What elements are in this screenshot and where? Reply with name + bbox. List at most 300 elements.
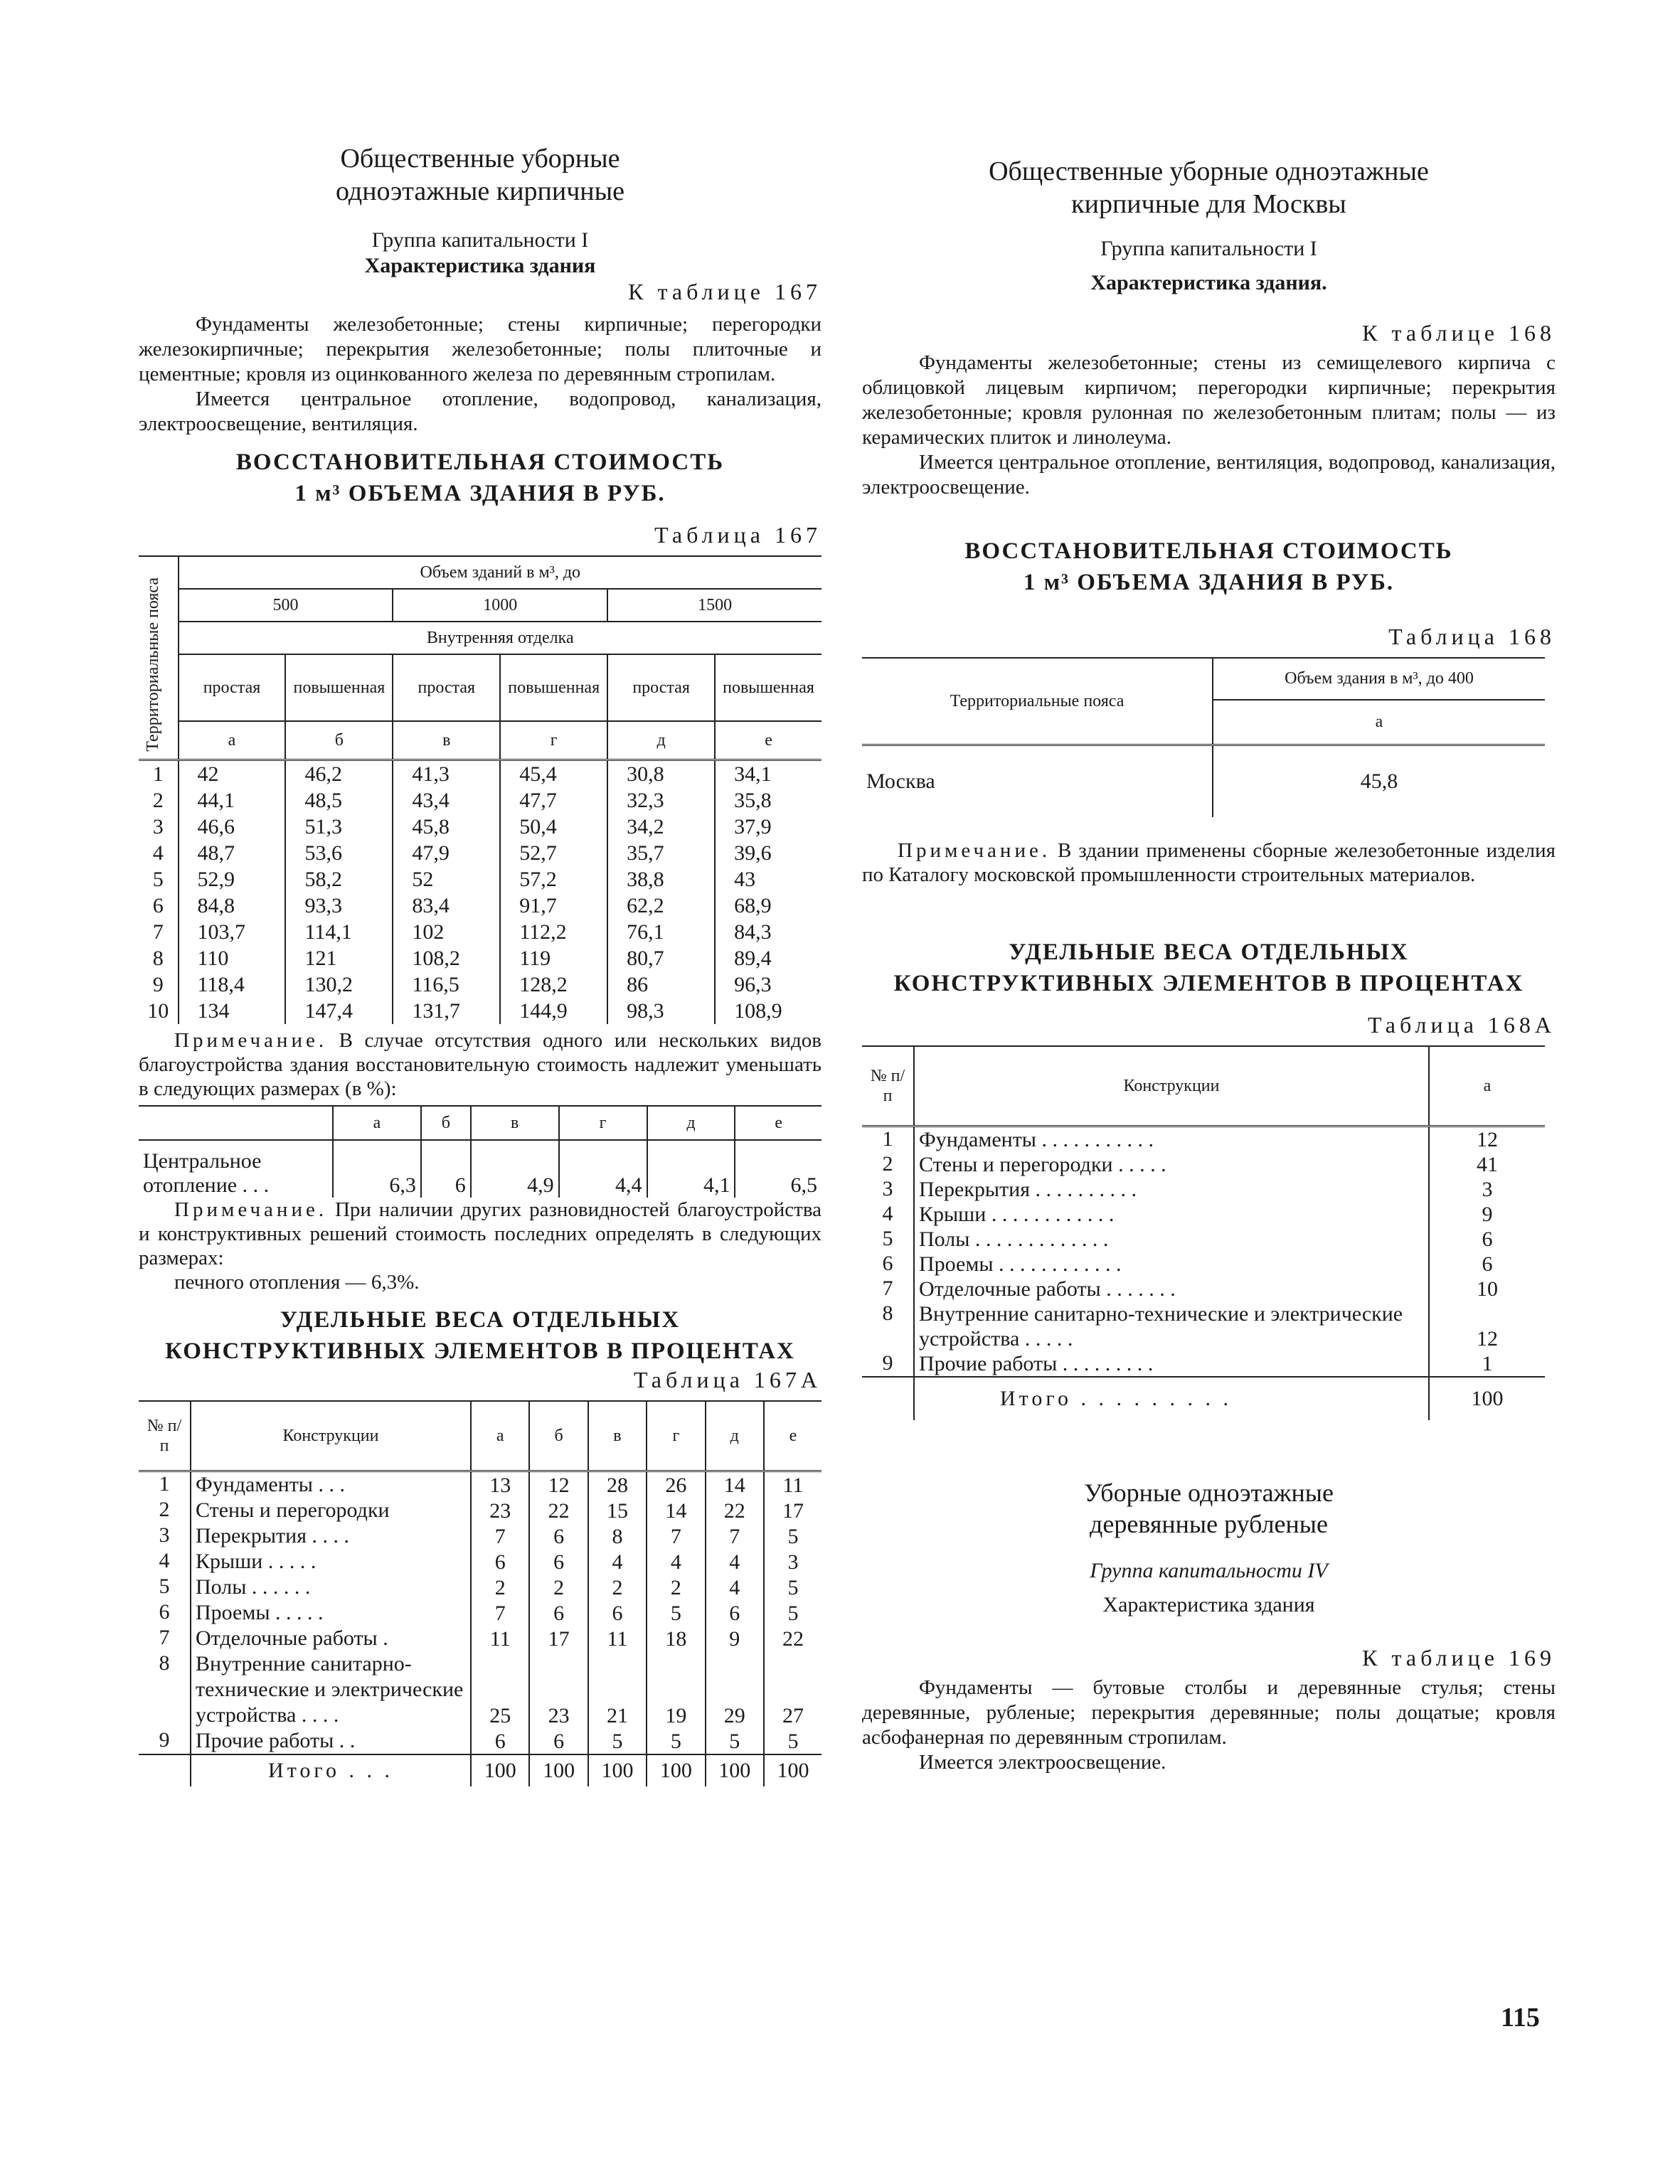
weights-row-value: 28 (588, 1471, 647, 1498)
weights-letter-d: д (706, 1401, 764, 1471)
cost-value: 86 (607, 971, 715, 998)
weights-row-value: 5 (787, 1525, 799, 1548)
right-title-line-2: кирпичные для Москвы (1071, 189, 1346, 219)
right-weights-row-name: Отделочные работы . . . . . . . (914, 1277, 1429, 1301)
weights-constr-header: Конструкции (191, 1401, 471, 1471)
weights-row-no: 2 (139, 1498, 191, 1523)
volume-1500: 1500 (607, 589, 822, 622)
weights-total-b: 100 (529, 1754, 588, 1786)
wooden-characteristic: Характеристика здания (1102, 1593, 1315, 1616)
left-characteristic: Характеристика здания (364, 254, 596, 277)
reduction-g: 4,4 (559, 1140, 647, 1198)
left-table-label: Таблица 167 (654, 522, 822, 548)
weights-row-no: 1 (139, 1471, 191, 1498)
weights-row-value: 6 (471, 1728, 529, 1754)
cost-value: 35,7 (607, 840, 715, 866)
cost-value: 52,7 (500, 840, 607, 866)
right-weights-table-row (862, 1351, 1545, 1377)
right-note-label: Примечание. (898, 839, 1051, 862)
weights-row-name: Отделочные работы . (191, 1626, 471, 1651)
left-group: Группа капитальности I (371, 228, 589, 252)
cost-table-row (139, 760, 822, 788)
letter-e: е (765, 731, 772, 750)
right-weights-row-value: 41 (1477, 1153, 1498, 1176)
weights-total-no (139, 1754, 191, 1786)
zone-number: 3 (139, 814, 179, 840)
zone-header-cell (139, 556, 179, 760)
right-cost-heading-2: 1 м³ ОБЪЕМА ЗДАНИЯ В РУБ. (1023, 570, 1395, 595)
left-to-table: К таблице 167 (628, 279, 822, 304)
weights-row-value: 21 (588, 1651, 647, 1728)
left-cost-heading-2: 1 м³ ОБЪЕМА ЗДАНИЯ В РУБ. (294, 481, 666, 506)
cost-value: 30,8 (607, 760, 715, 788)
weights-row-value: 17 (529, 1626, 588, 1651)
cost-value: 43 (734, 868, 756, 891)
weights-row-value: 6 (529, 1549, 588, 1575)
zone-number: 8 (139, 945, 179, 971)
left-description: Фундаменты железобетонные; стены кирпичные; перегородки железокирпичные; перекрытия железобетонные; полы плиточные и цементные; кровля из оцинкованного железа по деревянным стропилам. (139, 313, 822, 385)
weights-table-row (139, 1728, 822, 1754)
weights-row-value: 27 (782, 1704, 804, 1727)
right-weights-row-name: Внутренние санитарно-технические и электрические устройства . . . . . (914, 1301, 1429, 1351)
weights-row-value: 6 (529, 1728, 588, 1754)
weights-total-label: Итого . . . (191, 1754, 471, 1786)
right-volume-header: Объем здания в м³, до 400 (1213, 658, 1545, 700)
right-weights-row-value: 6 (1482, 1252, 1493, 1276)
wooden-amenities: Имеется электроосвещение. (919, 1751, 1166, 1774)
cost-value: 80,7 (607, 945, 715, 971)
cost-value: 84,8 (179, 893, 286, 919)
page-number: 115 (1501, 2003, 1540, 2033)
cost-value: 116,5 (393, 971, 500, 998)
weights-row-value: 26 (647, 1471, 705, 1498)
reduction-letter-g: г (559, 1106, 647, 1140)
right-note (862, 838, 1556, 887)
reduction-table (139, 1105, 822, 1198)
cost-value: 128,2 (500, 971, 607, 998)
cost-value: 102 (393, 919, 500, 945)
weights-row-value: 5 (706, 1728, 764, 1754)
cost-value: 103,7 (179, 919, 286, 945)
right-weights-table-row (862, 1252, 1545, 1277)
right-weights-row-value: 12 (1477, 1128, 1498, 1151)
left-weights-heading-2: КОНСТРУКТИВНЫХ ЭЛЕМЕНТОВ В ПРОЦЕНТАХ (165, 1338, 795, 1364)
weights-total-v: 100 (588, 1754, 647, 1786)
weights-total-g: 100 (647, 1754, 705, 1786)
weights-row-value: 7 (706, 1523, 764, 1549)
reduction-d: 4,1 (647, 1140, 735, 1198)
cost-value: 35,8 (734, 789, 772, 812)
weights-row-value: 7 (471, 1600, 529, 1626)
cost-value: 121 (285, 945, 393, 971)
cost-value: 44,1 (179, 787, 286, 814)
cost-value: 110 (179, 945, 286, 971)
weights-row-name: Прочие работы . . (191, 1728, 471, 1754)
zone-number: 6 (139, 893, 179, 919)
weights-row-value: 25 (471, 1651, 529, 1728)
weights-row-value: 23 (471, 1498, 529, 1523)
cost-value: 52 (393, 866, 500, 893)
right-weights-row-value: 9 (1482, 1203, 1493, 1226)
weights-row-value: 14 (647, 1498, 705, 1523)
right-weights-row-no: 8 (862, 1301, 914, 1351)
reduction-a: 6,3 (333, 1140, 421, 1198)
zone-number: 9 (139, 971, 179, 998)
cost-value: 119 (500, 945, 607, 971)
weights-row-value: 5 (647, 1728, 705, 1754)
cost-value: 34,1 (734, 762, 772, 786)
left-title-line-1: Общественные уборные (340, 144, 620, 174)
weights-row-value: 8 (588, 1523, 647, 1549)
finish-b: повышенная (285, 654, 393, 721)
right-weights-table-row (862, 1152, 1545, 1177)
cost-table-row (139, 945, 822, 971)
left-note-1-text: В случае отсутствия одного или нескольких видов благоустройства здания восстановительную стоимость надлежит уменьшать в следующих размерах (в %): (139, 1029, 822, 1100)
cost-value: 45,4 (500, 760, 607, 788)
weights-row-name: Стены и перегородки (191, 1498, 471, 1523)
weights-row-value: 11 (782, 1474, 804, 1497)
weights-total-e: 100 (777, 1759, 809, 1782)
weights-total-d: 100 (706, 1754, 764, 1786)
weights-row-value: 4 (647, 1549, 705, 1575)
weights-row-value: 11 (471, 1626, 529, 1651)
cost-value: 112,2 (500, 919, 607, 945)
wooden-title-2: деревянные рубленые (1090, 1510, 1328, 1538)
cost-value: 32,3 (607, 787, 715, 814)
right-weights-row-name: Полы . . . . . . . . . . . . . (914, 1227, 1429, 1252)
zone-number: 5 (139, 866, 179, 893)
cost-value: 131,7 (393, 998, 500, 1024)
reduction-letter-b: б (421, 1106, 471, 1140)
cost-value: 108,9 (734, 999, 782, 1023)
zone-number: 2 (139, 787, 179, 814)
weights-row-value: 15 (588, 1498, 647, 1523)
right-cost-heading-1: ВОССТАНОВИТЕЛЬНАЯ СТОИМОСТЬ (964, 538, 1453, 564)
cost-value: 47,7 (500, 787, 607, 814)
weights-row-name: Фундаменты . . . (191, 1471, 471, 1498)
cost-value: 50,4 (500, 814, 607, 840)
right-weights-row-value: 1 (1482, 1352, 1493, 1375)
weights-table-row (139, 1626, 822, 1651)
weights-row-value: 4 (706, 1549, 764, 1575)
cost-value: 62,2 (607, 893, 715, 919)
weights-row-value: 17 (782, 1499, 804, 1523)
weights-table-row (139, 1471, 822, 1498)
zone-number: 7 (139, 919, 179, 945)
reduction-corner (139, 1106, 333, 1140)
weights-table-167a (139, 1400, 822, 1786)
right-weights-table-body (862, 1126, 1545, 1378)
weights-row-value: 4 (588, 1549, 647, 1575)
right-weights-row-no: 4 (862, 1202, 914, 1227)
right-weights-total-no (862, 1377, 914, 1420)
weights-row-name: Крыши . . . . . (191, 1549, 471, 1575)
cost-value: 84,3 (734, 920, 772, 944)
cost-value: 83,4 (393, 893, 500, 919)
weights-table-row (139, 1575, 822, 1600)
cost-value: 114,1 (285, 919, 393, 945)
cost-table-168 (862, 657, 1545, 817)
left-weights-label: Таблица 167А (634, 1367, 822, 1392)
right-weights-heading-2: КОНСТРУКТИВНЫХ ЭЛЕМЕНТОВ В ПРОЦЕНТАХ (893, 971, 1524, 996)
weights-table-row (139, 1651, 822, 1728)
right-weights-letter-a: а (1483, 1077, 1492, 1095)
right-weights-constr-header: Конструкции (914, 1046, 1429, 1126)
right-note-text: В здании применены сборные железобетонные изделия по Каталогу московской промышленности строительных материалов. (862, 839, 1556, 886)
weights-row-value: 14 (706, 1471, 764, 1498)
right-zone-header: Территориальные пояса (862, 658, 1213, 745)
weights-row-no: 8 (139, 1651, 191, 1728)
right-weights-row-value: 12 (1477, 1327, 1498, 1351)
zone-number: 10 (139, 998, 179, 1024)
weights-table-row (139, 1523, 822, 1549)
cost-table-row (139, 919, 822, 945)
weights-row-value: 19 (647, 1651, 705, 1728)
cost-value: 134 (179, 998, 286, 1024)
right-weights-label: Таблица 168А (1368, 1012, 1556, 1038)
cost-table-row (139, 893, 822, 919)
finish-g: повышенная (500, 654, 607, 721)
letter-a: а (179, 721, 286, 760)
right-weights-row-name: Стены и перегородки . . . . . (914, 1152, 1429, 1177)
cost-value: 53,6 (285, 840, 393, 866)
left-weights-heading-1: УДЕЛЬНЫЕ ВЕСА ОТДЕЛЬНЫХ (280, 1307, 681, 1333)
cost-value: 57,2 (500, 866, 607, 893)
left-column (139, 142, 822, 1786)
weights-table-row (139, 1549, 822, 1575)
cost-value: 51,3 (285, 814, 393, 840)
left-note-1 (139, 1028, 822, 1101)
weights-row-value: 5 (787, 1602, 799, 1625)
reduction-b: 6 (421, 1140, 471, 1198)
weights-row-value: 5 (787, 1576, 799, 1599)
cost-table-row (139, 814, 822, 840)
weights-row-value: 12 (529, 1471, 588, 1498)
weights-row-value: 7 (647, 1523, 705, 1549)
weights-row-name: Полы . . . . . . (191, 1575, 471, 1600)
weights-letter-b: б (529, 1401, 588, 1471)
left-note-2 (139, 1198, 822, 1270)
right-weights-table-row (862, 1177, 1545, 1202)
right-weights-row-no: 6 (862, 1252, 914, 1277)
weights-row-value: 22 (782, 1627, 804, 1651)
cost-value: 144,9 (500, 998, 607, 1024)
finish-header: Внутренняя отделка (179, 622, 822, 654)
left-note-2-text: При наличии других разновидностей благоустройства и конструктивных решений стоимость последних определять в следующих размерах: (139, 1198, 822, 1269)
cost-value: 98,3 (607, 998, 715, 1024)
weights-row-value: 5 (647, 1600, 705, 1626)
right-weights-row-no: 1 (862, 1126, 914, 1153)
cost-table-row (139, 866, 822, 893)
right-title-line-1: Общественные уборные одноэтажные (989, 156, 1429, 186)
cost-value: 38,8 (607, 866, 715, 893)
cost-value: 48,5 (285, 787, 393, 814)
weights-row-value: 29 (706, 1651, 764, 1728)
left-title-line-2: одноэтажные кирпичные (335, 176, 625, 206)
right-weights-row-name: Фундаменты . . . . . . . . . . . (914, 1126, 1429, 1153)
cost-value: 96,3 (734, 973, 772, 996)
cost-table-row (139, 787, 822, 814)
right-weights-table-row (862, 1202, 1545, 1227)
right-weights-row-value: 10 (1477, 1277, 1498, 1301)
right-weights-row-no: 5 (862, 1227, 914, 1252)
reduction-row-label: Центральное отопление . . . (139, 1140, 333, 1198)
reduction-letter-e: е (775, 1114, 783, 1132)
cost-value: 43,4 (393, 787, 500, 814)
weights-total-a: 100 (471, 1754, 529, 1786)
weights-row-value: 6 (471, 1549, 529, 1575)
weights-row-name: Внутренние санитарно-технические и электрические устройства . . . . (191, 1651, 471, 1728)
weights-row-value: 18 (647, 1626, 705, 1651)
weights-row-value: 7 (471, 1523, 529, 1549)
volume-500: 500 (179, 589, 393, 622)
weights-row-no: 5 (139, 1575, 191, 1600)
right-to-table: К таблице 168 (1362, 320, 1556, 346)
cost-value: 45,8 (393, 814, 500, 840)
zone-header: Территориальные пояса (144, 577, 162, 752)
weights-row-value: 3 (787, 1550, 799, 1574)
right-weights-row-no: 7 (862, 1277, 914, 1301)
weights-row-no: 7 (139, 1626, 191, 1651)
right-table-label: Таблица 168 (1388, 624, 1556, 649)
weights-row-value: 6 (588, 1600, 647, 1626)
volume-header: Объем зданий в м³, до (179, 556, 822, 589)
letter-g: г (500, 721, 607, 760)
zone-number: 1 (139, 760, 179, 788)
weights-row-value: 2 (647, 1575, 705, 1600)
reduction-letter-v: в (471, 1106, 559, 1140)
wooden-title-1: Уборные одноэтажные (1084, 1479, 1334, 1507)
weights-row-value: 5 (588, 1728, 647, 1754)
wooden-to-table: К таблице 169 (1362, 1645, 1556, 1671)
cost-table-167 (139, 555, 822, 1024)
right-weights-row-name: Проемы . . . . . . . . . . . . (914, 1252, 1429, 1277)
wooden-description: Фундаменты — бутовые столбы и деревянные стулья; стены деревянные, рубленые; перекрытия деревянные; полы дощатые; кровля асбофанерная по деревянным стропилам. (862, 1676, 1556, 1749)
cost-value: 91,7 (500, 893, 607, 919)
right-weights-table-row (862, 1301, 1545, 1351)
zone-number: 4 (139, 840, 179, 866)
right-description: Фундаменты железобетонные; стены из семищелевого кирпича с облицовкой лицевым кирпичом; перегородки кирпичные; перекрытия железобетонные; кровля рулонная по железобетонным плитам; полы — из керамических плиток и линолеума. (862, 351, 1556, 449)
right-weights-row-name: Прочие работы . . . . . . . . . (914, 1351, 1429, 1377)
weights-row-value: 6 (529, 1523, 588, 1549)
reduction-v: 4,9 (471, 1140, 559, 1198)
cost-value: 58,2 (285, 866, 393, 893)
cost-value: 46,2 (285, 760, 393, 788)
cost-value: 46,6 (179, 814, 286, 840)
cost-value: 68,9 (734, 894, 772, 917)
cost-value: 89,4 (734, 947, 772, 970)
wooden-group: Группа капитальности IV (1090, 1559, 1328, 1582)
cost-value: 34,2 (607, 814, 715, 840)
left-note-1-label: Примечание. (174, 1029, 328, 1052)
cost-value: 76,1 (607, 919, 715, 945)
left-cost-heading-1: ВОССТАНОВИТЕЛЬНАЯ СТОИМОСТЬ (235, 449, 725, 475)
cost-value: 48,7 (179, 840, 286, 866)
finish-e: повышенная (715, 654, 822, 721)
letter-d: д (607, 721, 715, 760)
weights-letter-e: е (789, 1427, 797, 1445)
cost-table-row (139, 840, 822, 866)
right-weights-total-val: 100 (1471, 1387, 1504, 1410)
weights-row-value: 6 (706, 1600, 764, 1626)
cost-value: 147,4 (285, 998, 393, 1024)
right-row-label: Москва (862, 745, 1213, 818)
cost-value: 41,3 (393, 760, 500, 788)
weights-row-value: 11 (588, 1626, 647, 1651)
weights-row-value: 23 (529, 1651, 588, 1728)
right-characteristic: Характеристика здания. (1090, 271, 1327, 294)
right-weights-row-name: Крыши . . . . . . . . . . . . (914, 1202, 1429, 1227)
weights-row-no: 4 (139, 1549, 191, 1575)
left-amenities: Имеется центральное отопление, водопровод, канализация, электроосвещение, вентиляция. (139, 388, 822, 435)
weights-row-value: 4 (706, 1575, 764, 1600)
left-note-2-last: печного отопления — 6,3%. (174, 1271, 420, 1294)
right-column (862, 142, 1556, 1775)
right-weights-table-row (862, 1126, 1545, 1153)
cost-value: 37,9 (734, 815, 772, 838)
weights-no-header: № п/п (139, 1401, 191, 1471)
right-group: Группа капитальности I (1100, 237, 1317, 260)
weights-letter-g: г (647, 1401, 705, 1471)
right-weights-total-label: Итого . . . . . . . . . (914, 1377, 1429, 1420)
reduction-letter-d: д (647, 1106, 735, 1140)
weights-letter-v: в (588, 1401, 647, 1471)
right-weights-row-no: 3 (862, 1177, 914, 1202)
right-weights-row-no: 2 (862, 1152, 914, 1177)
right-weights-table-row (862, 1277, 1545, 1301)
cost-value: 108,2 (393, 945, 500, 971)
weights-row-name: Перекрытия . . . . (191, 1523, 471, 1549)
right-weights-row-no: 9 (862, 1351, 914, 1377)
weights-row-value: 5 (787, 1730, 799, 1753)
cost-table-row (139, 971, 822, 998)
weights-row-value: 9 (706, 1626, 764, 1651)
cost-value: 47,9 (393, 840, 500, 866)
cost-value: 52,9 (179, 866, 286, 893)
cost-value: 42 (179, 760, 286, 788)
weights-row-value: 13 (471, 1471, 529, 1498)
finish-a: простая (179, 654, 286, 721)
weights-table-body (139, 1471, 822, 1755)
right-weights-row-value: 6 (1482, 1227, 1493, 1251)
weights-row-value: 2 (471, 1575, 529, 1600)
weights-row-value: 22 (706, 1498, 764, 1523)
reduction-e: 6,5 (790, 1173, 817, 1197)
weights-row-value: 2 (529, 1575, 588, 1600)
right-weights-row-value: 3 (1482, 1178, 1493, 1201)
weights-row-name: Проемы . . . . . (191, 1600, 471, 1626)
cost-value: 130,2 (285, 971, 393, 998)
right-amenities: Имеется центральное отопление, вентиляция, водопровод, канализация, электроосвещение. (862, 451, 1556, 499)
left-note-2-label: Примечание. (174, 1198, 328, 1221)
weights-row-no: 3 (139, 1523, 191, 1549)
cost-table-row (139, 998, 822, 1024)
letter-v: в (393, 721, 500, 760)
weights-table-row (139, 1600, 822, 1626)
right-row-value: 45,8 (1360, 769, 1398, 793)
cost-table-body (139, 760, 822, 1025)
finish-d: простая (607, 654, 715, 721)
right-weights-table-row (862, 1227, 1545, 1252)
cost-value: 118,4 (179, 971, 286, 998)
weights-row-value: 2 (588, 1575, 647, 1600)
right-weights-heading-1: УДЕЛЬНЫЕ ВЕСА ОТДЕЛЬНЫХ (1009, 939, 1409, 965)
reduction-letter-a: а (333, 1106, 421, 1140)
weights-row-no: 9 (139, 1728, 191, 1754)
letter-b: б (285, 721, 393, 760)
cost-value: 93,3 (285, 893, 393, 919)
finish-v: простая (393, 654, 500, 721)
